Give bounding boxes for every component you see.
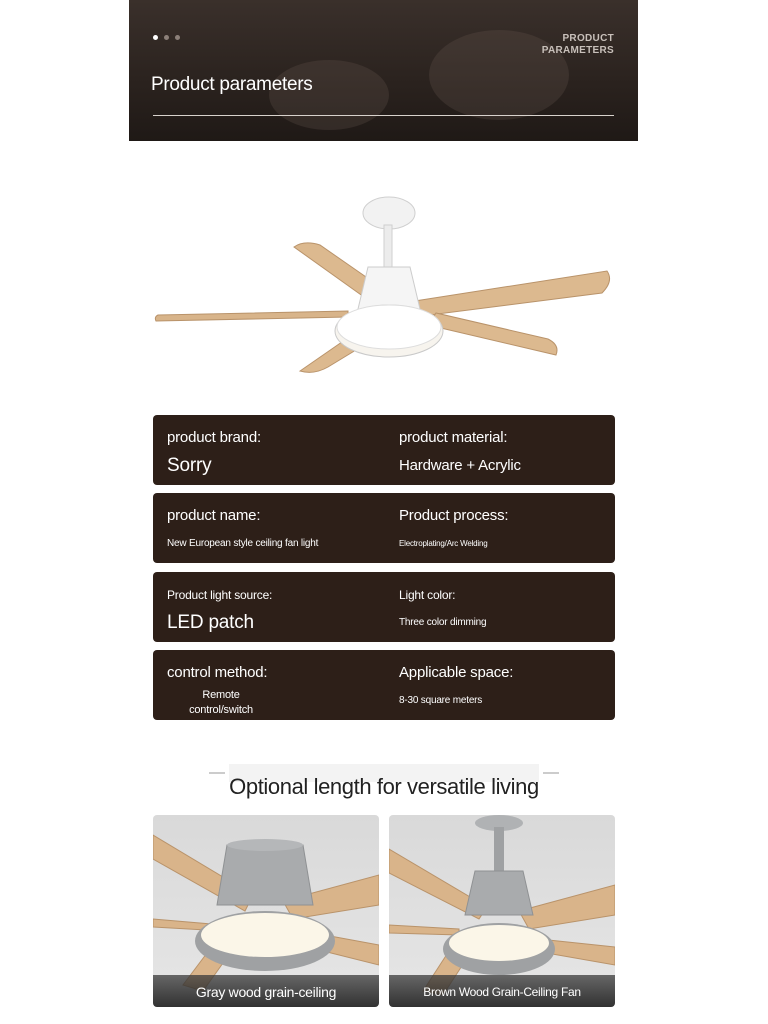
param-label: product material:	[399, 429, 508, 446]
param-value: New European style ceiling fan light	[167, 538, 319, 549]
section-title: Optional length for versatile living	[229, 774, 539, 799]
param-label: control method:	[167, 664, 268, 681]
banner-tag-line: PRODUCT	[562, 33, 614, 44]
ceiling-fan-image	[152, 185, 616, 385]
param-value: Remote control/switch	[189, 689, 253, 716]
param-value: Electroplating/Arc Welding	[399, 539, 488, 548]
param-label: Product light source:	[167, 588, 273, 602]
param-value: LED patch	[167, 612, 254, 633]
title-divider	[153, 115, 614, 116]
banner-tag-line: PARAMETERS	[541, 45, 614, 56]
param-value: Three color dimming	[399, 617, 487, 628]
param-value: 8-30 square meters	[399, 695, 483, 706]
header-banner	[129, 0, 638, 141]
param-row-brand-material	[153, 415, 615, 485]
param-label: Product process:	[399, 507, 509, 524]
param-row-name-process	[153, 493, 615, 563]
carousel-dots	[153, 35, 180, 40]
card-caption: Gray wood grain-ceiling	[153, 975, 379, 1007]
carousel-dot[interactable]	[153, 35, 158, 40]
param-label: Light color:	[399, 588, 456, 602]
page-title: Product parameters	[151, 74, 313, 95]
param-row-control-space	[153, 650, 615, 720]
carousel-dot[interactable]	[164, 35, 169, 40]
carousel-dot[interactable]	[175, 35, 180, 40]
card-caption: Brown Wood Grain-Ceiling Fan	[389, 975, 615, 1007]
param-label: product name:	[167, 507, 261, 524]
product-card-brown-wood[interactable]	[389, 815, 615, 1007]
banner-tag	[542, 33, 614, 57]
param-label: Applicable space:	[399, 664, 514, 681]
param-row-light-source-color	[153, 572, 615, 642]
product-card-gray-wood[interactable]	[153, 815, 379, 1007]
param-value: Hardware + Acrylic	[399, 457, 521, 474]
param-value: Sorry	[167, 455, 212, 476]
param-label: product brand:	[167, 429, 261, 446]
